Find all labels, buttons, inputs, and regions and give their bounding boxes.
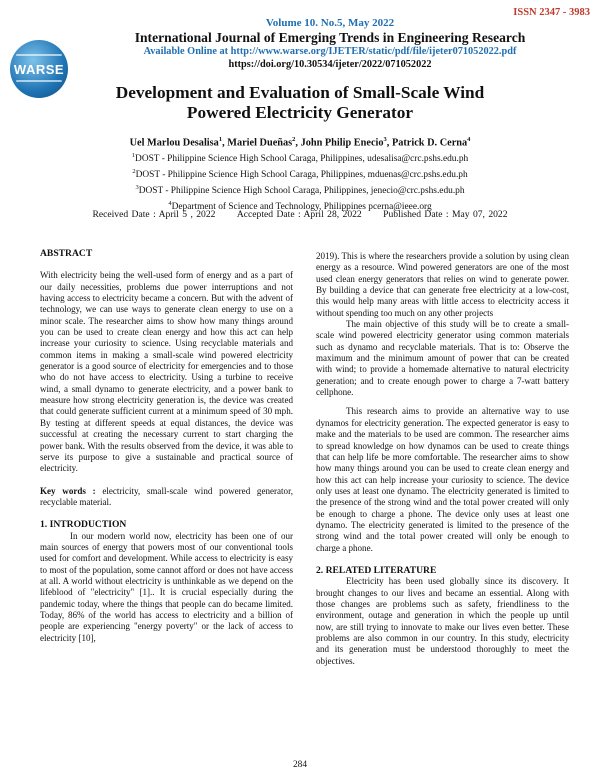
affiliation-line bbox=[0, 166, 600, 182]
paper-title-line-2: Powered Electricity Generator bbox=[186, 103, 414, 122]
keywords-label: Key words : bbox=[40, 485, 96, 496]
author-sup: 4 bbox=[467, 136, 471, 143]
author-name: Uel Marlou Desalisa bbox=[129, 137, 219, 149]
online-url-link[interactable]: Available Online at http://www.warse.org/IJETER/static/pdf/file/ijeter071052022.pdf bbox=[143, 46, 517, 57]
introduction-heading: 1. INTRODUCTION bbox=[40, 519, 127, 531]
journal-header bbox=[80, 17, 580, 71]
paper-title-line-1: Development and Evaluation of Small-Scale Wind bbox=[115, 83, 485, 102]
body-paragraph: 2019). This is where the researchers provide a solution by using clean energy as a resource. Wind powered generators are one of the most used clean energy generators that relies on wind to generate power. By building a device that can generate free electricity at a low-cost, this would help many areas with little access to electricity access it without spending too much on any other projects bbox=[316, 251, 569, 318]
received-date: Received Date : April 5 , 2022 bbox=[92, 209, 216, 220]
published-date: Published Date : May 07, 2022 bbox=[383, 209, 508, 220]
affiliation-text: DOST - Philippine Science High School Caraga, Philippines, jenecio@crc.pshs.edu.ph bbox=[138, 185, 465, 196]
author-sup: 1 bbox=[218, 136, 223, 143]
author-name: John Philip Enecio bbox=[300, 137, 384, 149]
left-column bbox=[40, 248, 293, 644]
affiliation-sup: 1 bbox=[131, 152, 136, 159]
affiliation-line bbox=[0, 150, 600, 166]
author-sup: 2 bbox=[292, 136, 296, 143]
abstract-heading: ABSTRACT bbox=[40, 248, 93, 259]
introduction-text: In our modern world now, electricity has been one of our main sources of energy that powers most of our conventional tools used for comfort and development. While access to electricity is easy to most of the population, some cannot afford or does not have access at all. A world without electricity is unthinkable as we depend on the lifeblood of "electricity" [1].. It is crucial especially during the pandemic today, where the things that people can do became limited. Today, 86% of the world has access to electricity and a billion of people are experiencing "energy poverty" or the lack of access to electricity [10], bbox=[40, 530, 293, 643]
accepted-date: Accepted Date : April 28, 2022 bbox=[236, 209, 362, 220]
keywords-text: electricity, small-scale wind powered generator, recyclable material. bbox=[40, 485, 293, 507]
body-paragraph: The main objective of this study will be to create a small- scale wind powered electricity generator using common materials such as dynamo and recyclable materials. That is to: Observe the maximum and the minimum amount of power that can be created with wind; to provide a homemade alternative to natural electricity generation; and to create enough power to charge a 7-watt battery cellphone. bbox=[316, 319, 569, 398]
affiliation-sup: 4 bbox=[168, 199, 172, 207]
page-number: 284 bbox=[292, 760, 308, 770]
affiliation-text: Department of Science and Technology, Philippines pcerna@ieee.org bbox=[171, 201, 432, 212]
logo-wave-decoration bbox=[16, 54, 62, 56]
affiliation-sup: 2 bbox=[132, 167, 136, 175]
affiliation-text: DOST - Philippine Science High School Caraga, Philippines, udesalisa@crc.pshs.edu.ph bbox=[135, 154, 469, 165]
author-sep: , bbox=[295, 137, 301, 149]
author-name: Patrick D. Cerna bbox=[391, 137, 468, 149]
warse-logo-text: WARSE bbox=[13, 62, 65, 77]
related-literature-heading: 2. RELATED LITERATURE bbox=[316, 564, 437, 576]
author-sep: , bbox=[386, 137, 392, 149]
publication-dates bbox=[0, 209, 600, 220]
volume-info: Volume 10. No.5, May 2022 bbox=[265, 17, 395, 29]
author-sup: 3 bbox=[383, 136, 387, 143]
right-column bbox=[316, 251, 569, 667]
author-name: Mariel Dueñas bbox=[227, 137, 293, 149]
body-paragraph: This research aims to provide an alternative way to use dynamos for electricity generation. The expected generator is easy to make and the materials to be used are common. The researcher aims to spread knowledge on how dynamos can be used to create things that can help life be more comfortable. The researcher aims to show how many things around you can be used to create clean energy and how this act can help increase your curiosity to science. The device only uses at least one dynamo. The electricity generated is limited to the presence of the strong wind and the total power created will only be enough to charge a phone. The device only uses at least one dynamo. The electricity generated is limited to the presence of the strong wind and the total power created will only be enough to charge a phone. bbox=[316, 406, 569, 553]
paper-title bbox=[0, 83, 600, 123]
affiliation-text: DOST - Philippine Science High School Caraga, Philippines, mduenas@crc.pshs.edu.ph bbox=[135, 170, 468, 181]
affiliation-sup: 3 bbox=[135, 183, 139, 191]
logo-wave-decoration bbox=[16, 80, 62, 82]
issn-label: ISSN 2347 - 3983 bbox=[513, 7, 590, 18]
related-literature-text: Electricity has been used globally since its discovery. It brought changes to our lives and became an essential. Along with those changes are problems such as safety, friendliness to the environment, outage and generation in which the people up until now, are still trying to innovate to make our lives even better. These problems are also common in our country. In this study, electricity and its generation must be understood thoroughly to meet the objectives. bbox=[316, 576, 569, 666]
abstract-text: With electricity being the well-used form of energy and as a part of our daily necessities, problems due power interruptions and not having access to electricity became a concern. But with the advent of technology, we can use ways to generate clean energy to use on a minor scale. The researcher aims to show how many things around you can be used to create clean energy and how this act can help increase your curiosity to science. Using recyclable materials and common items in making a small-scale wind powered electricity generator is a good source of electricity for emergencies and to those who do not have access to electricity. Using a turbine to receive wind, a small dynamo to generate electricity, and a power bank to measure how strong electricity generation is, the device was created that could generate sufficient current at a minimum speed of 30 mph. By testing at different speeds at equal distances, the device was successful at creating the necessary current to start charging the power bank. With the results observed from the device, it was able to serve its purpose to give a sustainable and practical source of electricity. bbox=[40, 270, 293, 474]
author-list bbox=[0, 136, 600, 148]
doi-link[interactable]: https://doi.org/10.30534/ijeter/2022/071052022 bbox=[228, 59, 432, 70]
affiliations bbox=[0, 150, 600, 214]
affiliation-line bbox=[0, 182, 600, 198]
keywords bbox=[40, 486, 293, 509]
journal-title: International Journal of Emerging Trends in Engineering Research bbox=[134, 30, 526, 45]
author-sep: , bbox=[222, 137, 228, 149]
